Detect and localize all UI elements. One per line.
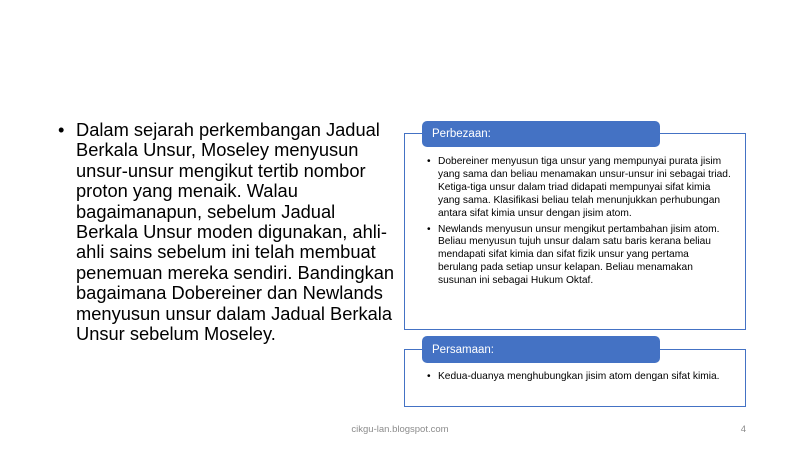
differences-list xyxy=(427,156,731,291)
list-item xyxy=(427,224,731,289)
footer-site: cikgu-lan.blogspot.com xyxy=(351,424,449,435)
bullet-marker: • xyxy=(427,371,431,382)
page-number: 4 xyxy=(740,424,746,435)
main-question-text xyxy=(58,120,398,344)
list-item-text: Newlands menyusun unsur mengikut pertambahan jisim atom. Beliau menyusun tujuh unsur dalam satu baris kerana beliau mendapati sifat kimia dan sifat fizik unsur yang pertama berulang pada setiap unsur kelapan. Beliau menamakan susunan ini sebagai Hukum Oktaf. xyxy=(438,223,720,287)
similarities-list xyxy=(427,371,731,387)
differences-header xyxy=(422,121,660,147)
list-item xyxy=(427,371,731,384)
bullet-marker: • xyxy=(427,223,431,235)
similarities-title: Persamaan: xyxy=(432,343,495,356)
list-item-text: Kedua-duanya menghubungkan jisim atom dengan sifat kimia. xyxy=(438,371,720,382)
differences-title: Perbezaan: xyxy=(432,128,491,140)
differences-box xyxy=(404,133,746,330)
similarities-header xyxy=(422,336,660,363)
main-paragraph: Dalam sejarah perkembangan Jadual Berkala Unsur, Moseley menyusun unsur-unsur mengikut tertib nombor proton yang menaik. Walau bagaimanapun, sebelum Jadual Berkala Unsur moden digunakan, ahli-ahli sains sebelum ini telah membuat penemuan mereka sendiri. Bandingkan bagaimana Dobereiner dan Newlands menyusun unsur dalam Jadual Berkala Unsur sebelum Moseley. xyxy=(76,119,395,345)
bullet-marker: • xyxy=(427,156,431,167)
list-item-text: Dobereiner menyusun tiga unsur yang mempunyai purata jisim yang sama dan beliau menamakan unsur-unsur ini sebagai triad. Ketiga-tiga unsur dalam triad didapati mempunyai sifat kimia yang sama. Klasifikasi beliau telah menunjukkan perhubungan antara sifat kimia unsur dengan jisim atom. xyxy=(438,156,731,219)
bullet-marker: • xyxy=(58,119,65,140)
list-item xyxy=(427,156,731,221)
